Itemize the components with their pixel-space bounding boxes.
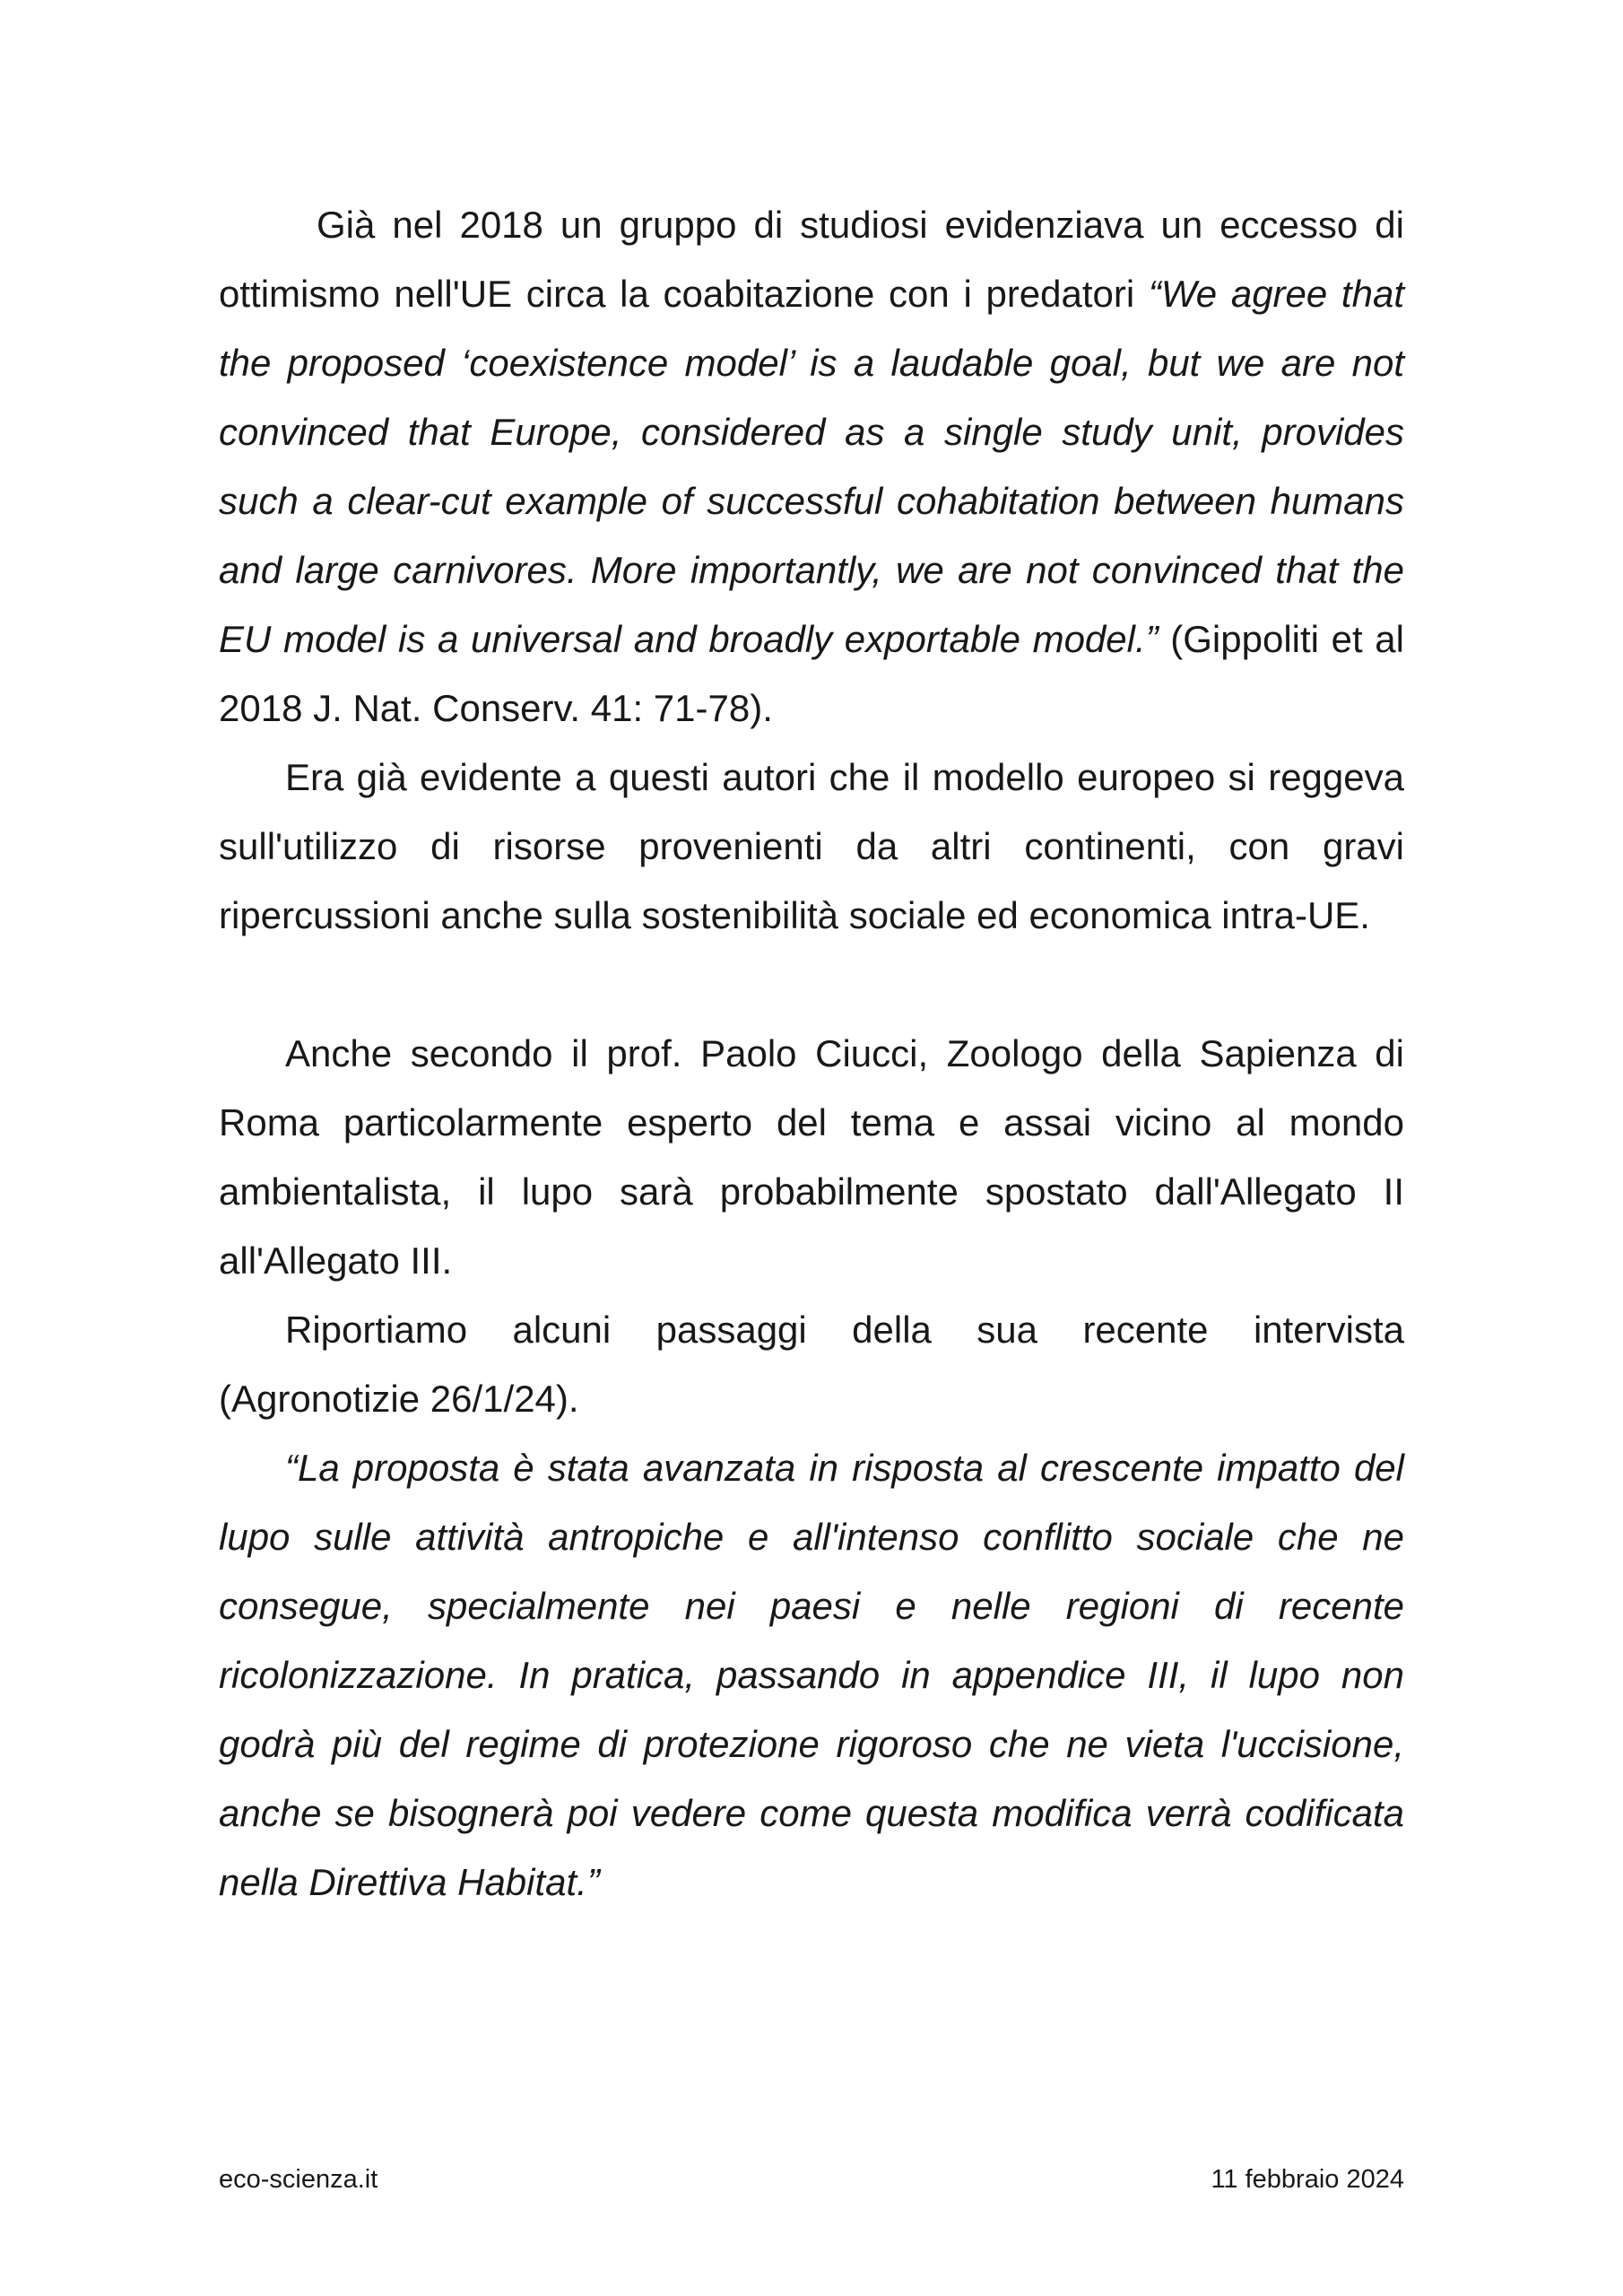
paragraph [219,1019,1404,1295]
footer-date: 11 febbraio 2024 [1211,2165,1404,2194]
text-run-regular: Già nel 2018 un gruppo di studiosi evidenziava un eccesso di ottimismo nell'UE circa la coabitazione con i predatori [219,204,1404,315]
text-run-italic: “La proposta è stata avanzata in risposta al crescente impatto del lupo sulle attività antropiche e all'intenso conflitto sociale che ne consegue, specialmente nei paesi e nelle regioni di recente ricolonizzazione. In pratica, passando in appendice III, il lupo non godrà più del regime di protezione rigoroso che ne vieta l'uccisione, anche se bisognerà poi vedere come questa modifica verrà codificata nella Direttiva Habitat.” [219,1447,1404,1903]
paragraph [219,1433,1404,1917]
text-run-italic: “We agree that the proposed ‘coexistence model’ is a laudable goal, but we are not convinced that Europe, considered as a single study unit, provides such a clear-cut example of successful cohabitation between humans and large carnivores. More importantly, we are not convinced that the EU model is a universal and broadly exportable model.” [219,273,1404,660]
document-body [219,190,1404,1917]
footer-site: eco-scienza.it [219,2165,378,2194]
text-run-regular: Anche secondo il prof. Paolo Ciucci, Zoologo della Sapienza di Roma particolarmente esperto del tema e assai vicino al mondo ambientalista, il lupo sarà probabilmente spostato dall'Allegato II all'Allegato III. [219,1032,1404,1282]
text-run-regular: (Gippoliti et al 2018 J. Nat. Conserv. 41: 71-78). [219,618,1404,729]
text-run-regular: Riportiamo alcuni passaggi della sua recente intervista (Agronotizie 26/1/24). [219,1309,1404,1420]
paragraph [219,743,1404,950]
text-run-regular: Era già evidente a questi autori che il modello europeo si reggeva sull'utilizzo di risorse provenienti da altri continenti, con gravi ripercussioni anche sulla sostenibilità sociale ed economica intra-UE. [219,756,1404,936]
paragraph [219,190,1404,743]
page-footer [219,2163,1404,2196]
paragraph [219,1295,1404,1433]
